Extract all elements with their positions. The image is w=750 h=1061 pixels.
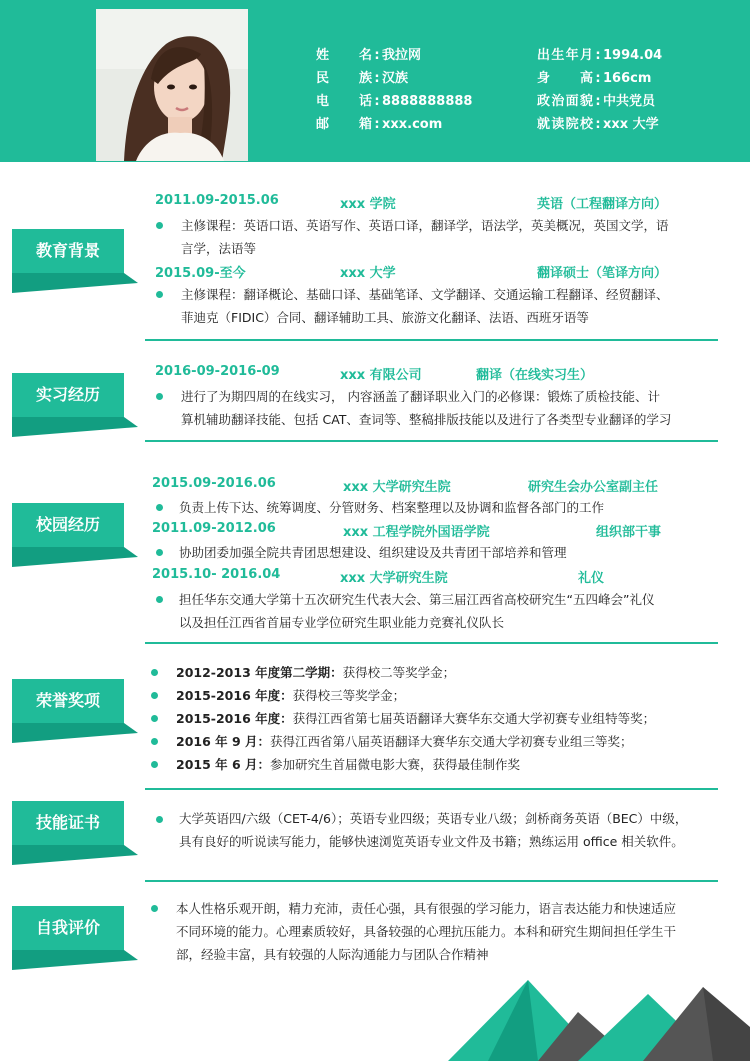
info-ethnicity: 民族 : 汉族 [316, 71, 409, 86]
bullet-dot [156, 393, 163, 400]
campus-1-period: 2015.09-2016.06 [152, 476, 276, 491]
skills-description: 大学英语四/六级（CET-4/6）；英语专业四级；英语专业八级；剑桥商务英语（BEC）中级， 具有良好的听说读写能力，能够快速浏览英语专业文件及书籍；熟练运用 office 相关软件。 [179, 811, 688, 849]
intern-description: 进行了为期四周的在线实习， 内容涵盖了翻译职业入门的必修课：锻炼了质检技能、计 算机辅助翻译技能、包括 CAT、查词等、整稿排版技能以及进行了各类型专业翻译的学习 [181, 389, 672, 427]
section-fold-campus [12, 547, 138, 567]
honor-item: 2012-2013 年度第二学期：获得校二等奖学金； [176, 665, 456, 680]
edu-1-major: 英语（工程翻译方向） [537, 197, 668, 212]
info-height: 身高 : 166cm [537, 71, 652, 86]
section-fold-self [12, 950, 138, 970]
honor-item: 2016 年 9 月：获得江西省第八届英语翻译大赛华东交通大学初赛专业组三等奖； [176, 734, 633, 749]
section-fold-honors [12, 723, 138, 743]
edu-1-period: 2011.09-2015.06 [155, 193, 279, 208]
section-divider [145, 440, 718, 442]
bullet-dot [156, 222, 163, 229]
honor-item: 2015-2016 年度：获得江西省第七届英语翻译大赛华东交通大学初赛专业组特等奖； [176, 711, 656, 726]
bullet-dot [151, 669, 158, 676]
info-email: 邮箱 : xxx.com [316, 117, 443, 132]
info-name: 姓名 : 我拉网 [316, 48, 422, 63]
section-divider [145, 880, 718, 882]
edu-1-courses: 主修课程：英语口语、英语写作、英语口译，翻译学，语法学，英美概况，英国文学，语 言学，法语等 [181, 218, 669, 256]
campus-1-description: 负责上传下达、统筹调度、分管财务、档案整理以及协调和监督各部门的工作 [179, 500, 605, 515]
campus-2-description: 协助团委加强全院共青团思想建设、组织建设及共青团干部培养和管理 [179, 545, 567, 560]
campus-3-period: 2015.10- 2016.04 [152, 567, 281, 582]
basic-info-left [316, 44, 472, 136]
campus-1-org: xxx 大学研究生院 [343, 480, 451, 495]
intern-role: 翻译（在线实习生） [476, 368, 594, 383]
bullet-dot [151, 738, 158, 745]
campus-1-role: 研究生会办公室副主任 [528, 480, 659, 495]
portrait-image [96, 9, 248, 161]
info-phone: 电话 : 8888888888 [316, 94, 473, 109]
intern-company: xxx 有限公司 [340, 368, 422, 383]
honor-item: 2015 年 6 月：参加研究生首届微电影大赛，获得最佳制作奖 [176, 757, 521, 772]
section-title-campus: 校园经历 [12, 503, 124, 547]
mountains-decoration [448, 972, 750, 1061]
section-title-education: 教育背景 [12, 229, 124, 273]
section-divider [145, 339, 718, 341]
section-title-honors: 荣誉奖项 [12, 679, 124, 723]
section-divider [145, 642, 718, 644]
bullet-dot [151, 761, 158, 768]
section-title-skills: 技能证书 [12, 801, 124, 845]
edu-2-major: 翻译硕士（笔译方向） [537, 266, 668, 281]
edu-2-period: 2015.09-至今 [155, 266, 246, 281]
bullet-dot [156, 596, 163, 603]
info-political: 政治面貌 : 中共党员 [537, 94, 656, 109]
section-title-self: 自我评价 [12, 906, 124, 950]
section-divider [145, 788, 718, 790]
campus-2-period: 2011.09-2012.06 [152, 521, 276, 536]
info-birth: 出生年月 : 1994.04 [537, 48, 663, 63]
bullet-dot [151, 905, 158, 912]
campus-2-role: 组织部干事 [596, 525, 662, 540]
section-fold-education [12, 273, 138, 293]
bullet-dot [151, 692, 158, 699]
bullet-dot [151, 715, 158, 722]
bullet-dot [156, 504, 163, 511]
campus-2-org: xxx 工程学院外国语学院 [343, 525, 490, 540]
edu-1-school: xxx 学院 [340, 197, 396, 212]
intern-period: 2016-09-2016-09 [155, 364, 280, 379]
section-title-internship: 实习经历 [12, 373, 124, 417]
section-fold-skills [12, 845, 138, 865]
header-banner [0, 0, 750, 162]
info-school: 就读院校 : xxx 大学 [537, 117, 659, 132]
bullet-dot [156, 816, 163, 823]
basic-info-right [537, 44, 662, 136]
self-description: 本人性格乐观开朗，精力充沛，责任心强，具有很强的学习能力，语言表达能力和快速适应 不同环境的能力。心理素质较好，具备较强的心理抗压能力。本科和研究生期间担任学生干 部，经验丰富，具有较强的人际沟通能力与团队合作精神 [176, 901, 677, 962]
section-fold-internship [12, 417, 138, 437]
bullet-dot [156, 549, 163, 556]
edu-2-courses: 主修课程：翻译概论、基础口译、基础笔译、文学翻译、交通运输工程翻译、经贸翻译、 菲迪克（FIDIC）合同、翻译辅助工具、旅游文化翻译、法语、西班牙语等 [181, 287, 669, 325]
campus-3-role: 礼仪 [578, 571, 605, 586]
campus-3-org: xxx 大学研究生院 [340, 571, 448, 586]
honor-item: 2015-2016 年度：获得校三等奖学金； [176, 688, 406, 703]
bullet-dot [156, 291, 163, 298]
edu-2-school: xxx 大学 [340, 266, 396, 281]
profile-photo [96, 9, 248, 161]
campus-3-description: 担任华东交通大学第十五次研究生代表大会、第三届江西省高校研究生“五四峰会”礼仪 以及担任江西省首届专业学位研究生职业能力竞赛礼仪队长 [179, 592, 655, 630]
